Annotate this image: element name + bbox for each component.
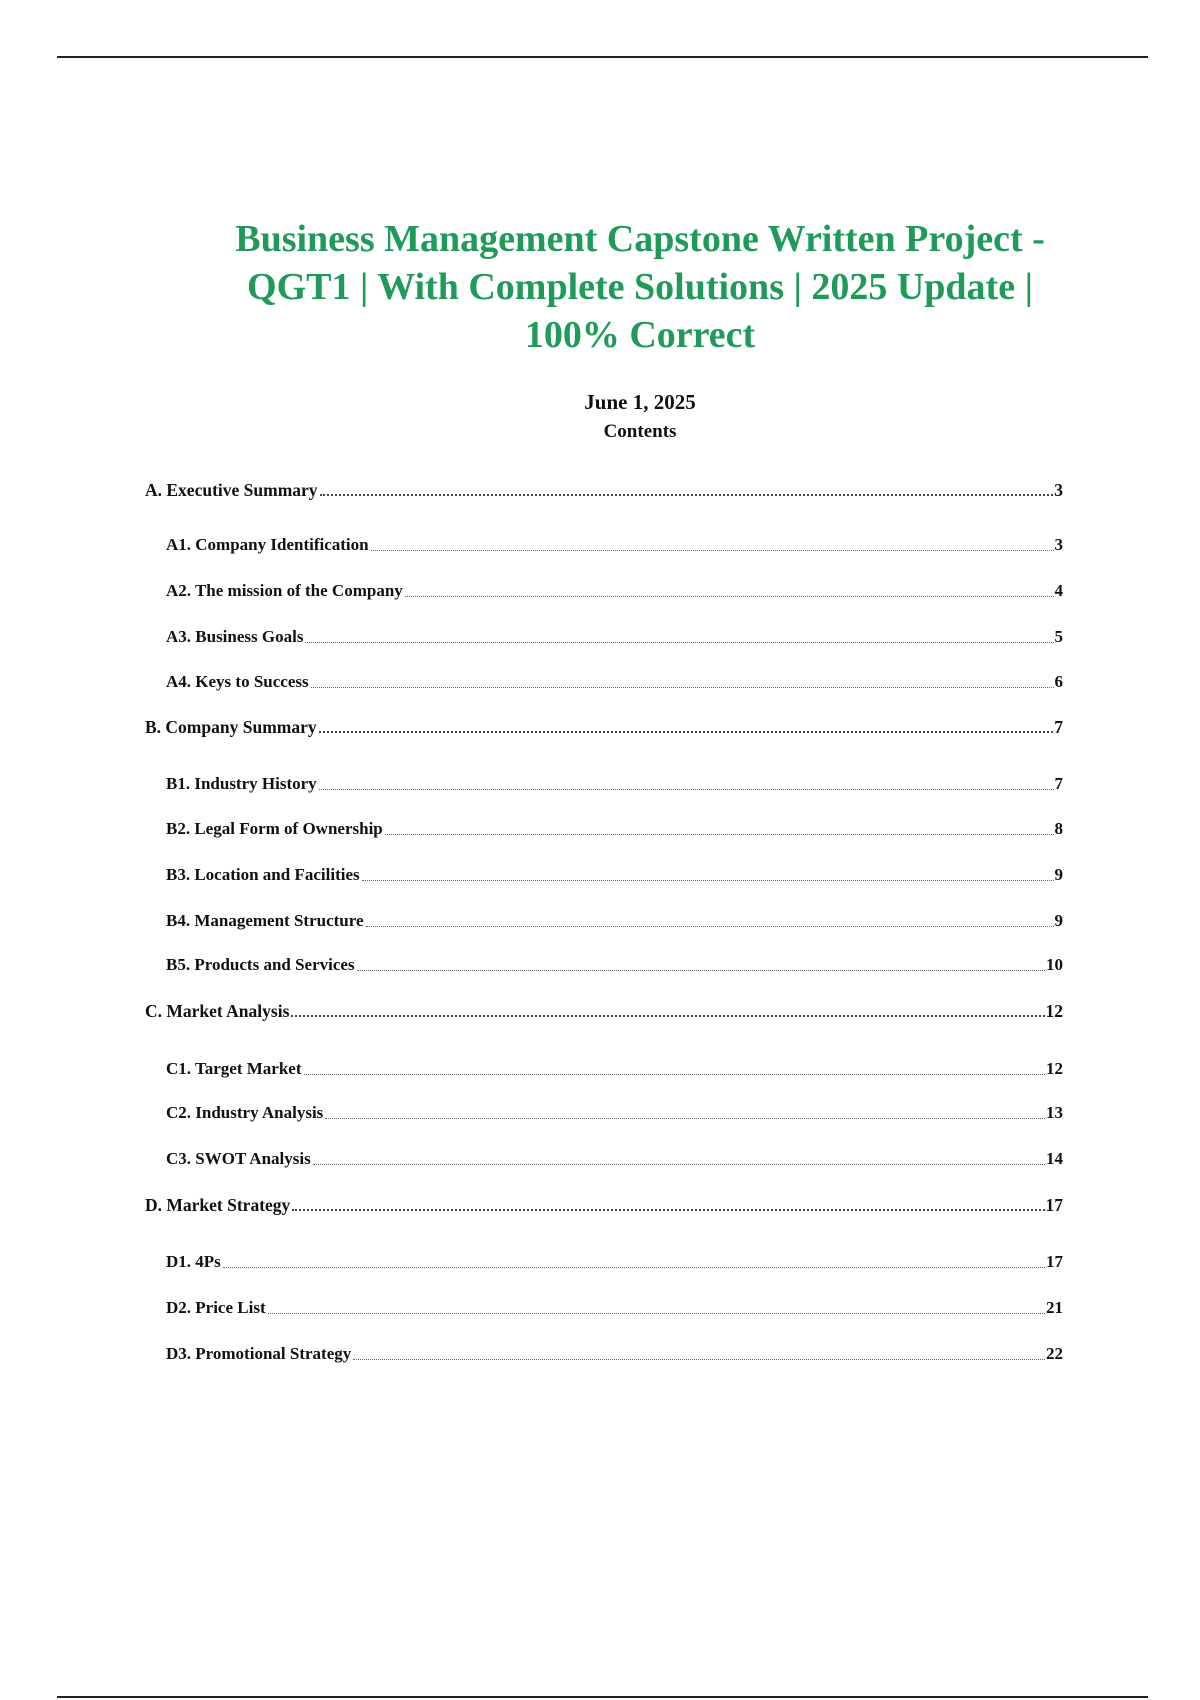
toc-leader-dots — [223, 1267, 1045, 1268]
title-line: Business Management Capstone Written Project - — [235, 218, 1045, 260]
toc-entry[interactable] — [166, 1057, 1063, 1081]
toc-entry-label: A1. Company Identification — [166, 535, 369, 554]
toc-page-number: 3 — [1054, 535, 1063, 554]
toc-page-number: 22 — [1046, 1344, 1063, 1363]
toc-leader-dots — [313, 1164, 1045, 1165]
toc-page-number: 17 — [1046, 1252, 1063, 1271]
toc-entry[interactable] — [166, 1296, 1063, 1320]
toc-leader-dots — [353, 1359, 1045, 1360]
toc-entry-label: B4. Management Structure — [166, 911, 364, 930]
toc-entry[interactable] — [166, 909, 1063, 933]
toc-page-number: 9 — [1054, 865, 1063, 884]
toc-leader-dots — [385, 834, 1054, 835]
toc-entry-label: C1. Target Market — [166, 1059, 302, 1078]
toc-leader-dots — [325, 1118, 1045, 1119]
top-rule — [57, 56, 1148, 58]
toc-entry-label: A3. Business Goals — [166, 627, 304, 646]
toc-entry[interactable] — [166, 953, 1063, 977]
toc-leader-dots — [291, 1015, 1044, 1017]
document-date: June 1, 2025 — [584, 390, 696, 414]
toc-page-number: 21 — [1046, 1298, 1063, 1317]
toc-entry[interactable] — [145, 715, 1063, 739]
toc-page-number: 5 — [1054, 627, 1063, 646]
toc-entry[interactable] — [166, 670, 1063, 694]
toc-entry[interactable] — [166, 625, 1063, 649]
toc-leader-dots — [357, 970, 1045, 971]
toc-page-number: 10 — [1046, 955, 1063, 974]
toc-entry-label: D1. 4Ps — [166, 1252, 221, 1271]
toc-leader-dots — [268, 1313, 1045, 1314]
toc-leader-dots — [405, 596, 1054, 597]
toc-entry-label: C3. SWOT Analysis — [166, 1149, 311, 1168]
toc-leader-dots — [311, 687, 1054, 688]
contents-heading: Contents — [603, 421, 677, 442]
toc-entry-label: B1. Industry History — [166, 774, 317, 793]
toc-entry-label: D2. Price List — [166, 1298, 266, 1317]
toc-entry-label: C. Market Analysis — [145, 1001, 290, 1021]
toc-page-number: 12 — [1046, 1059, 1063, 1078]
toc-page-number: 6 — [1054, 672, 1063, 691]
toc-page-number: 8 — [1054, 819, 1063, 838]
toc-entry-label: A4. Keys to Success — [166, 672, 309, 691]
toc-page-number: 4 — [1054, 581, 1063, 600]
toc-entry[interactable] — [145, 1193, 1063, 1217]
title-line: QGT1 | With Complete Solutions | 2025 Update | — [247, 266, 1033, 308]
toc-leader-dots — [305, 642, 1053, 643]
toc-entry-label: B2. Legal Form of Ownership — [166, 819, 383, 838]
toc-page-number: 12 — [1045, 1001, 1063, 1021]
toc-page-number: 14 — [1046, 1149, 1063, 1168]
toc-leader-dots — [319, 731, 1054, 733]
toc-page-number: 3 — [1054, 480, 1063, 500]
toc-entry[interactable] — [145, 478, 1063, 502]
toc-entry-label: B5. Products and Services — [166, 955, 355, 974]
toc-entry-label: A2. The mission of the Company — [166, 581, 403, 600]
toc-entry[interactable] — [166, 772, 1063, 796]
toc-entry-label: C2. Industry Analysis — [166, 1103, 324, 1122]
toc-page-number: 13 — [1046, 1103, 1063, 1122]
toc-leader-dots — [319, 789, 1054, 790]
toc-entry-label: A. Executive Summary — [145, 480, 318, 500]
toc-entry[interactable] — [166, 579, 1063, 603]
toc-entry[interactable] — [166, 1342, 1063, 1366]
toc-entry-label: D. Market Strategy — [145, 1195, 291, 1215]
document-title — [200, 215, 1080, 359]
toc-entry[interactable] — [166, 1101, 1063, 1125]
toc-entry-label: D3. Promotional Strategy — [166, 1344, 352, 1363]
toc-page-number: 7 — [1054, 774, 1063, 793]
toc-entry[interactable] — [166, 533, 1063, 557]
toc-leader-dots — [366, 926, 1054, 927]
toc-entry[interactable] — [145, 999, 1063, 1023]
toc-leader-dots — [371, 550, 1054, 551]
title-line: 100% Correct — [524, 314, 756, 356]
toc-entry[interactable] — [166, 1147, 1063, 1171]
toc-page-number: 17 — [1045, 1195, 1063, 1215]
toc-entry-label: B3. Location and Facilities — [166, 865, 360, 884]
toc-page-number: 9 — [1054, 911, 1063, 930]
toc-page-number: 7 — [1054, 717, 1063, 737]
bottom-rule — [57, 1696, 1148, 1698]
toc-leader-dots — [292, 1209, 1044, 1211]
toc-leader-dots — [362, 880, 1054, 881]
toc-entry-label: B. Company Summary — [145, 717, 317, 737]
toc-entry[interactable] — [166, 817, 1063, 841]
toc-leader-dots — [304, 1074, 1045, 1075]
toc-entry[interactable] — [166, 863, 1063, 887]
toc-entry[interactable] — [166, 1250, 1063, 1274]
toc-leader-dots — [320, 494, 1054, 496]
